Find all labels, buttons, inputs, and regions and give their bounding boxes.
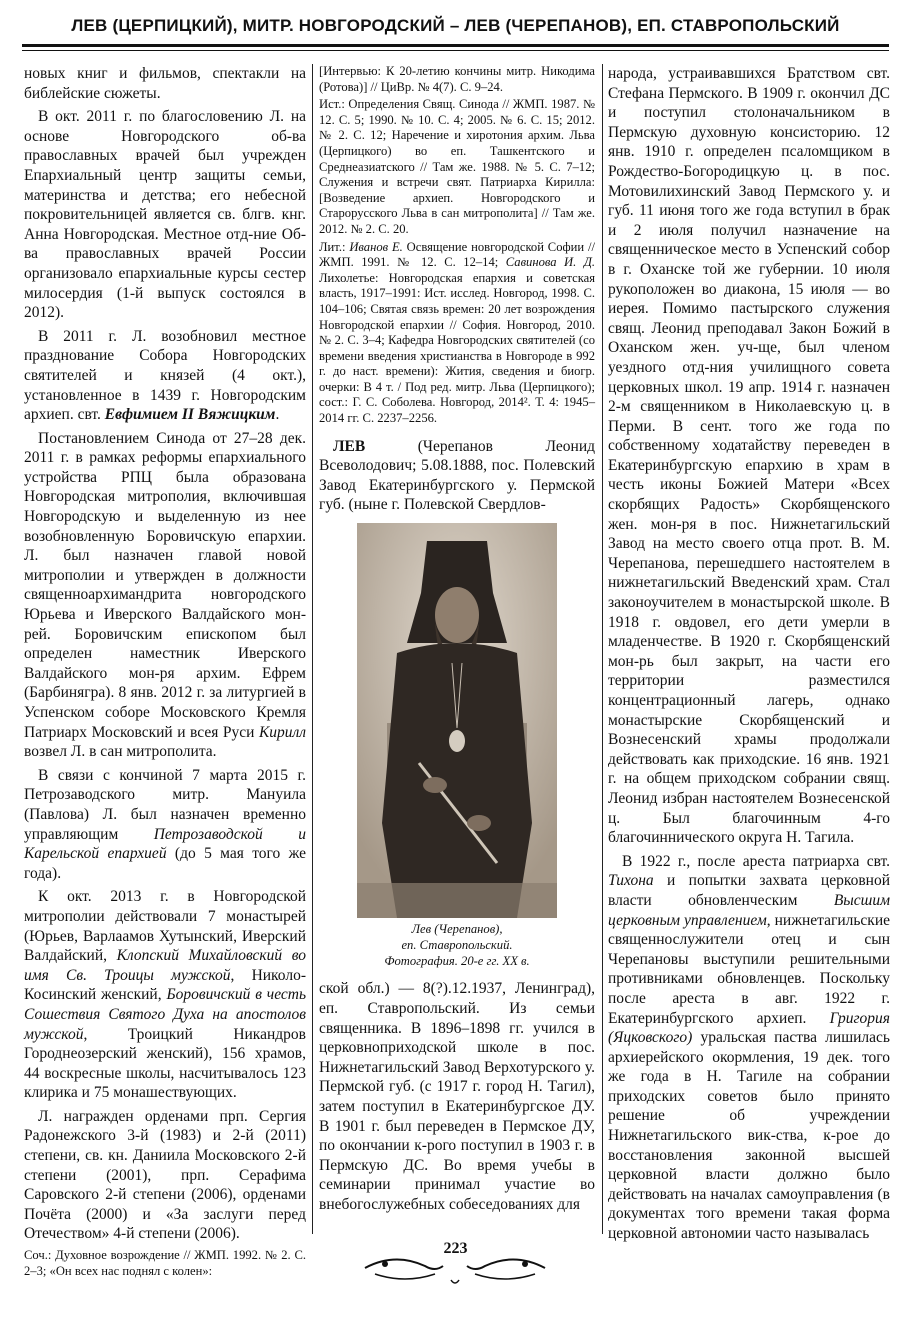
paragraph: В окт. 2011 г. по благословению Л. на основе Новгородского об-ва православных врачей был учрежден Епархиальный центр защиты семьи, материнства и детства; его небесной покровительницей является св. блгв. кнг. Анна Новгородская. Местное отд-ние Об-ва православных врачей России организовало епархиальные курсы сестер милосердия (1-й выпуск состоялся в 2012).	[24, 108, 306, 322]
bibliography-works: Соч.: Духовное возрождение // ЖМП. 1992. № 2. С. 2–3; «Он всех нас поднял с колен»:	[24, 1248, 306, 1278]
paragraph	[24, 327, 306, 425]
paragraph: новых книг и фильмов, спектакли на библейские сюжеты.	[24, 65, 306, 102]
text-run: Лихолетье: Новгородская епархия и советская власть, 1917–1991: Ист. исслед. Новгород, 1998. С. 104–106; Святая связь времен: 20 лет возрождения Новгородской епархии // София. Новгород, 2010. № 2. С. 3–4; Кафедра Новгородских святителей (со времени введения христианства в Новгороде в 992 г. до наст. времени): Жития, сведения и биогр. очерки: В 4 т. / Под ред. митр. Льва (Церпицкого); сост.: Г. С. Соболева. Новгород, 2014². Т. 4: 1945–2014 гг. С. 2237–2256.	[319, 270, 595, 426]
text-run: Освящение новгородской Софии // ЖМП. 1991. № 12. С. 12–14;	[319, 239, 595, 270]
emphasis: Высшим церковным управлением	[608, 891, 890, 929]
text-run: , Николо-Косинский женский,	[24, 966, 306, 1004]
paragraph	[24, 766, 306, 884]
portrait-illustration	[357, 523, 557, 918]
column-1	[24, 64, 307, 1278]
author: Савинова И. Д.	[505, 255, 595, 270]
text-run: , нижнетагильские священнослужители отец и сын Черепановы выступили решительными противниками обновленцев. Поскольку после ареста в авг. 1922 г. Екатеринбургского архиеп.	[608, 911, 890, 1027]
entry-headword: ЛЕВ	[333, 437, 366, 455]
emphasis: Кирилл	[258, 723, 306, 741]
portrait-caption	[319, 922, 595, 969]
paragraph	[24, 429, 306, 762]
column-2	[319, 64, 595, 1234]
caption-line: Лев (Черепанов),	[411, 922, 503, 937]
paragraph: ской обл.) — 8(?).12.1937, Ленинград), еп. Ставропольский. Из семьи священника. В 1896–1898 гг. учился в церковноприходской школе в пос. Нижнетагильский Завод Верхотурского у. Пермской губ. (с 1917 г. город Н. Тагил), затем поступил в Екатеринбургское ДУ. В 1901 г. был переведен в Пермское ДУ, по окончании к-рого поступил в 1903 г. в Пермскую ДС. Во время учебы в семинарии принимал участие во внебогослужебных собеседованиях для	[319, 980, 595, 1213]
text-run: Постановлением Синода от 27–28 дек. 2011 г. в рамках реформы епархиального устройства РПЦ была образована Новгородская митрополия, включившая Новгородскую и выделенную из нее возобновленную Боровичскую епархии. Л. был назначен главой новой митрополии и утвержден в должности священноархимандрита новгородского Юрьева и Иверского Валдайского мон-рей. Боровичским епископом был определен наместник Иверского Валдайского мон-ря архим. Ефрем (Барбинягра). 8 янв. 2012 г. за литургией в Успенском соборе Московского Кремля Патриарх Московский и всея Руси	[24, 429, 306, 741]
emphasis: Тихона	[608, 872, 654, 890]
header-rule	[22, 44, 889, 47]
caption-line: Фотография. 20-е гг. XX в.	[384, 953, 530, 968]
text-run: уральская паства лишилась архиерейского окормления, 19 дек. того же года в Н. Тагиле на собрании приходских советов было принято решение об учреждении Нижнетагильского вик-ства, к-рое до восстановления законной высшей церковной власти должно было действовать на началах самоуправления (в документах того времени такая форма церковной автономии часто называлась	[608, 1029, 890, 1243]
emphasis: Клопский Михайловский во имя Св. Троицы мужской	[24, 947, 306, 984]
bibliography-works-cont: [Интервью: К 20-летию кончины митр. Никодима (Ротова)] // ЦиВр. № 4(7). С. 9–24.	[319, 64, 595, 94]
column-divider-2	[602, 64, 603, 1234]
author: Иванов Е.	[349, 239, 403, 254]
text-run: В связи с кончиной 7 марта 2015 г. Петрозаводского митр. Мануила (Павлова) Л. был назначен временно управляющим	[24, 766, 306, 843]
text-run: В 1922 г., после ареста патриарха свт.	[622, 852, 890, 870]
caption-line: еп. Ставропольский.	[401, 937, 513, 952]
bibliography-sources: Ист.: Определения Свящ. Синода // ЖМП. 1987. № 12. С. 5; 1990. № 10. С. 4; 2005. № 6. С. 15; 2012. № 2. С. 12; Наречение и хиротония архим. Льва (Церпицкого) во еп. Ташкентского и Среднеазиатского // Там же. 1988. № 5. С. 7–12; Служения и встречи свят. Патриарха Кирилла: [Возведение архиеп. Новгородского и Старорусского Льва в сан митрополита] // Там же. 2012. № 2. С. 20.	[319, 97, 595, 236]
bibliography-literature	[319, 240, 595, 427]
column-divider-1	[312, 64, 313, 1234]
header-rule-thin	[22, 50, 889, 51]
emphasis: Боровичский в честь Сошествия Святого Духа на апостолов мужской	[24, 986, 306, 1043]
page-number: 223	[443, 1240, 468, 1257]
portrait-figure	[357, 523, 557, 918]
running-header: ЛЕВ (ЦЕРПИЦКИЙ), МИТР. НОВГОРОДСКИЙ – ЛЕВ (ЧЕРЕПАНОВ), ЕП. СТАВРОПОЛЬСКИЙ	[71, 16, 840, 35]
entry-start	[319, 437, 595, 515]
text-run: .	[275, 406, 280, 424]
paragraph	[608, 852, 890, 1244]
text-run: возвел Л. в сан митрополита.	[24, 743, 217, 761]
text-run: (Черепанов Леонид Всеволодович; 5.08.1888, пос. Полевский Завод Екатеринбургского у. Пермской губ. (ныне г. Полевской Свердлов-	[319, 437, 595, 514]
column-3	[608, 64, 890, 1243]
paragraph	[24, 887, 306, 1103]
emphasis: Евфимием II Вяжицким	[104, 406, 276, 424]
emphasis: Григория (Яцковского)	[608, 1009, 890, 1047]
text-run: , Троицкий Никандров Городнеозерский женский), 156 храмов, 44 воскресные школы, насчитывалось 123 клирика и 75 монашествующих.	[24, 1025, 306, 1102]
paragraph: народа, устраивавшихся Братством свт. Стефана Пермского. В 1909 г. окончил ДС и поступил столоначальником в Пермскую духовную консисторию. 12 янв. 1910 г. определен псаломщиком в Рождество-Богородицкую ц. в пос. Мотовилихинский Завод Пермского у. и губ. 11 июня того же года вступил в брак и 2 июля получил назначение на священническое место в Успенский собор в г. Оханске той же губернии. 10 июля рукоположен во диакона, 15 июля — во иерея. Помимо пастырского служения свящ. Леонид преподавал Закон Божий в Оханском жен. уч-ще, был членом уездного отд-ния училищного совета церковных школ. 19 апр. 1914 г. назначен 2-м священником в Николаевскую ц. в Перми. В сент. того же года по собственному ходатайству переведен в Екатеринбургскую епархию в храм в честь иконы Божией Матери «Всех скорбящих Радость» Скорбященского жен. мон-ря в пос. Нижнетагильский Завод на место своего отца прот. В. М. Черепанова, перешедшего настоятелем в нижнетагильский Введенский храм. Стал законоучителем в монастырской школе. В 1918 г. овдовел, его дети умерли в младенчестве. В 1920 г. Скорбященский мон-рь был закрыт, на части его территории разместился концентрационный лагерь, однако монастырские Скорбященский и Вознесенский храмы продолжали действовать как приходские. 16 янв. 1921 г. на общем приходском собрании свящ. Леонид избран настоятелем Вознесенской ц. Был благочинным 4-го благочиннического округа Н. Тагила.	[608, 65, 890, 847]
portrait-photo	[357, 523, 557, 918]
text-run: В 2011 г. Л. возобновил местное празднование Собора Новгородских святителей и князей (4 окт.), установленное в 1439 г. Новгородским архиеп. свт.	[24, 327, 306, 424]
paragraph: Л. награжден орденами прп. Сергия Радонежского 3-й (1983) и 2-й (2011) степени, св. кн. Даниила Московского 2-й степени (2001), прп. Серафима Саровского 2-й степени (2006), орденами Почёта (2000) и «За заслуги перед Отечеством» 4-й степени (2006).	[24, 1107, 306, 1243]
text-run: (до 5 мая того же года).	[24, 845, 307, 882]
text-run: К окт. 2013 г. в Новгородской митрополии действовали 7 монастырей (Юрьев, Варлаамов Хутынский, Иверский Валдайский,	[24, 888, 306, 965]
text-run: Лит.:	[319, 239, 350, 254]
bibliography	[319, 64, 595, 427]
emphasis: Петрозаводской и Карельской епархией	[24, 825, 306, 863]
text-run: и попытки захвата церковной власти обновленческим	[608, 872, 890, 909]
